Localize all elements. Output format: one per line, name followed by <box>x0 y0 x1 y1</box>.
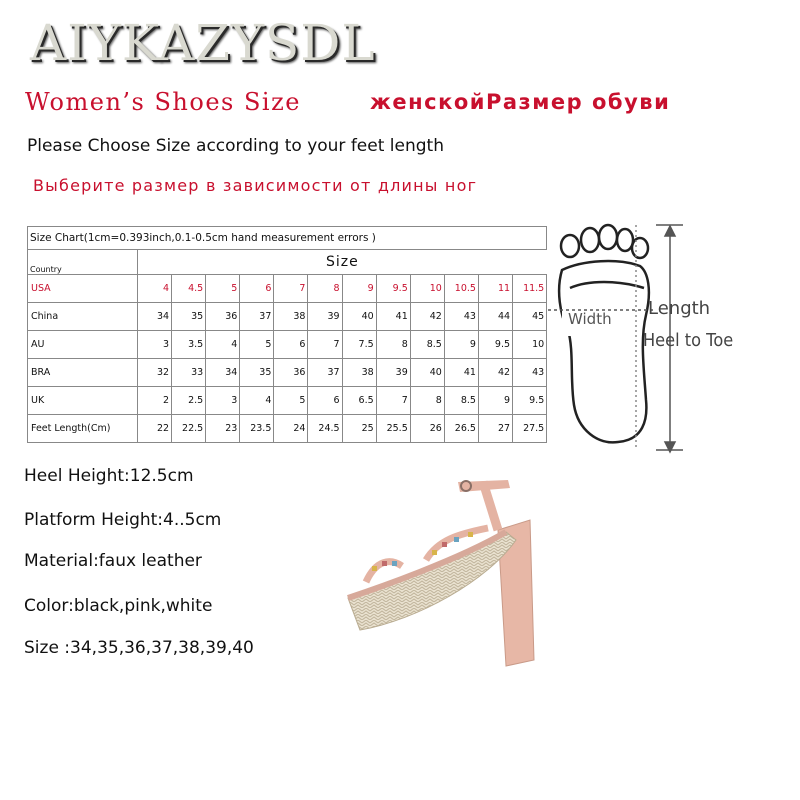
size-chart-table <box>27 226 547 443</box>
instruction-english: Please Choose Size according to your feet length <box>27 136 444 156</box>
size-chart-cell: 10 <box>410 275 444 303</box>
size-chart-cell: 40 <box>410 359 444 387</box>
size-chart-cell: 23 <box>206 415 240 443</box>
size-chart-cell: 7.5 <box>342 331 376 359</box>
length-label: Length <box>648 298 711 319</box>
size-chart-cell: 9.5 <box>478 331 512 359</box>
size-chart-cell: 7 <box>274 275 308 303</box>
size-chart-cell: 3.5 <box>172 331 206 359</box>
spec-platform-height: Platform Height:4..5cm <box>24 510 222 530</box>
title-english: Women’s Shoes Size <box>25 88 301 116</box>
size-chart-row <box>28 415 547 443</box>
size-chart-cell: 22.5 <box>172 415 206 443</box>
spec-size: Size :34,35,36,37,38,39,40 <box>24 638 254 658</box>
size-chart-cell: 27 <box>478 415 512 443</box>
size-chart-cell: 9.5 <box>513 387 547 415</box>
size-chart-cell: 7 <box>376 387 410 415</box>
instruction-russian: Выберите размер в зависимости от длины ног <box>33 176 478 195</box>
size-chart-cell: 35 <box>172 303 206 331</box>
size-chart-cell: 39 <box>376 359 410 387</box>
size-chart-cell: 25.5 <box>376 415 410 443</box>
product-image <box>338 470 548 690</box>
size-chart-cell: 24 <box>274 415 308 443</box>
size-chart-cell: 10.5 <box>444 275 478 303</box>
size-chart-cell: 45 <box>513 303 547 331</box>
size-chart-cell: 41 <box>444 359 478 387</box>
size-chart-cell: 26 <box>410 415 444 443</box>
size-chart <box>27 226 547 454</box>
size-chart-cell: 24.5 <box>308 415 342 443</box>
size-chart-row-label: USA <box>28 275 138 303</box>
size-chart-row <box>28 359 547 387</box>
size-chart-cell: 9 <box>478 387 512 415</box>
size-chart-cell: 42 <box>478 359 512 387</box>
size-chart-cell: 4 <box>138 275 172 303</box>
size-chart-row-label: BRA <box>28 359 138 387</box>
size-chart-cell: 22 <box>138 415 172 443</box>
toe-icons <box>561 225 648 258</box>
size-chart-cell: 6.5 <box>342 387 376 415</box>
size-chart-row-label: UK <box>28 387 138 415</box>
size-chart-cell: 39 <box>308 303 342 331</box>
size-chart-row-label: China <box>28 303 138 331</box>
size-chart-cell: 10 <box>513 331 547 359</box>
size-chart-cell: 3 <box>206 387 240 415</box>
size-chart-cell: 26.5 <box>444 415 478 443</box>
size-chart-cell: 43 <box>513 359 547 387</box>
size-chart-row-label: AU <box>28 331 138 359</box>
size-chart-cell: 4.5 <box>172 275 206 303</box>
size-chart-cell: 5 <box>206 275 240 303</box>
size-chart-cell: 38 <box>274 303 308 331</box>
size-chart-cell: 35 <box>240 359 274 387</box>
size-chart-cell: 11.5 <box>513 275 547 303</box>
size-chart-cell: 42 <box>410 303 444 331</box>
size-chart-cell: 41 <box>376 303 410 331</box>
title-russian: женскойРазмер обуви <box>370 90 671 114</box>
size-chart-cell: 4 <box>206 331 240 359</box>
size-chart-cell: 9 <box>444 331 478 359</box>
size-chart-cell: 27.5 <box>513 415 547 443</box>
espadrille-platform <box>348 532 516 630</box>
size-chart-cell: 37 <box>308 359 342 387</box>
spec-color: Color:black,pink,white <box>24 596 213 616</box>
size-chart-cell: 4 <box>240 387 274 415</box>
size-chart-cell: 8 <box>410 387 444 415</box>
size-chart-cell: 9.5 <box>376 275 410 303</box>
size-chart-row-label: Feet Length(Cm) <box>28 415 138 443</box>
spec-heel-height: Heel Height:12.5cm <box>24 466 194 486</box>
size-chart-cell: 7 <box>308 331 342 359</box>
size-chart-row <box>28 275 547 303</box>
size-chart-caption: Size Chart(1cm=0.393inch,0.1-0.5cm hand measurement errors ) <box>28 227 547 250</box>
size-chart-cell: 34 <box>138 303 172 331</box>
size-chart-cell: 37 <box>240 303 274 331</box>
size-chart-cell: 44 <box>478 303 512 331</box>
size-chart-cell: 2 <box>138 387 172 415</box>
size-chart-cell: 43 <box>444 303 478 331</box>
size-chart-cell: 36 <box>206 303 240 331</box>
size-chart-cell: 3 <box>138 331 172 359</box>
size-chart-cell: 8 <box>308 275 342 303</box>
size-chart-cell: 34 <box>206 359 240 387</box>
size-chart-cell: 6 <box>308 387 342 415</box>
heel-to-toe-label: Heel to Toe <box>643 330 734 351</box>
size-chart-cell: 8 <box>376 331 410 359</box>
size-chart-cell: 8.5 <box>444 387 478 415</box>
size-chart-row <box>28 387 547 415</box>
size-chart-cell: 5 <box>274 387 308 415</box>
size-chart-cell: 36 <box>274 359 308 387</box>
size-chart-cell: 8.5 <box>410 331 444 359</box>
size-chart-cell: 25 <box>342 415 376 443</box>
size-chart-cell: 2.5 <box>172 387 206 415</box>
size-chart-cell: 40 <box>342 303 376 331</box>
size-chart-cell: 5 <box>240 331 274 359</box>
size-chart-row <box>28 303 547 331</box>
spec-material: Material:faux leather <box>24 551 202 571</box>
size-chart-cell: 38 <box>342 359 376 387</box>
brand-logo: AIYKAZYSDL <box>30 14 376 72</box>
size-chart-row <box>28 331 547 359</box>
size-chart-cell: 32 <box>138 359 172 387</box>
size-chart-cell: 9 <box>342 275 376 303</box>
size-chart-cell: 6 <box>240 275 274 303</box>
size-chart-cell: 33 <box>172 359 206 387</box>
width-label: Width <box>568 310 612 328</box>
size-chart-cell: 6 <box>274 331 308 359</box>
size-chart-cell: 23.5 <box>240 415 274 443</box>
size-chart-cell: 11 <box>478 275 512 303</box>
size-label: Size <box>138 250 547 275</box>
country-label: Country <box>28 250 138 275</box>
